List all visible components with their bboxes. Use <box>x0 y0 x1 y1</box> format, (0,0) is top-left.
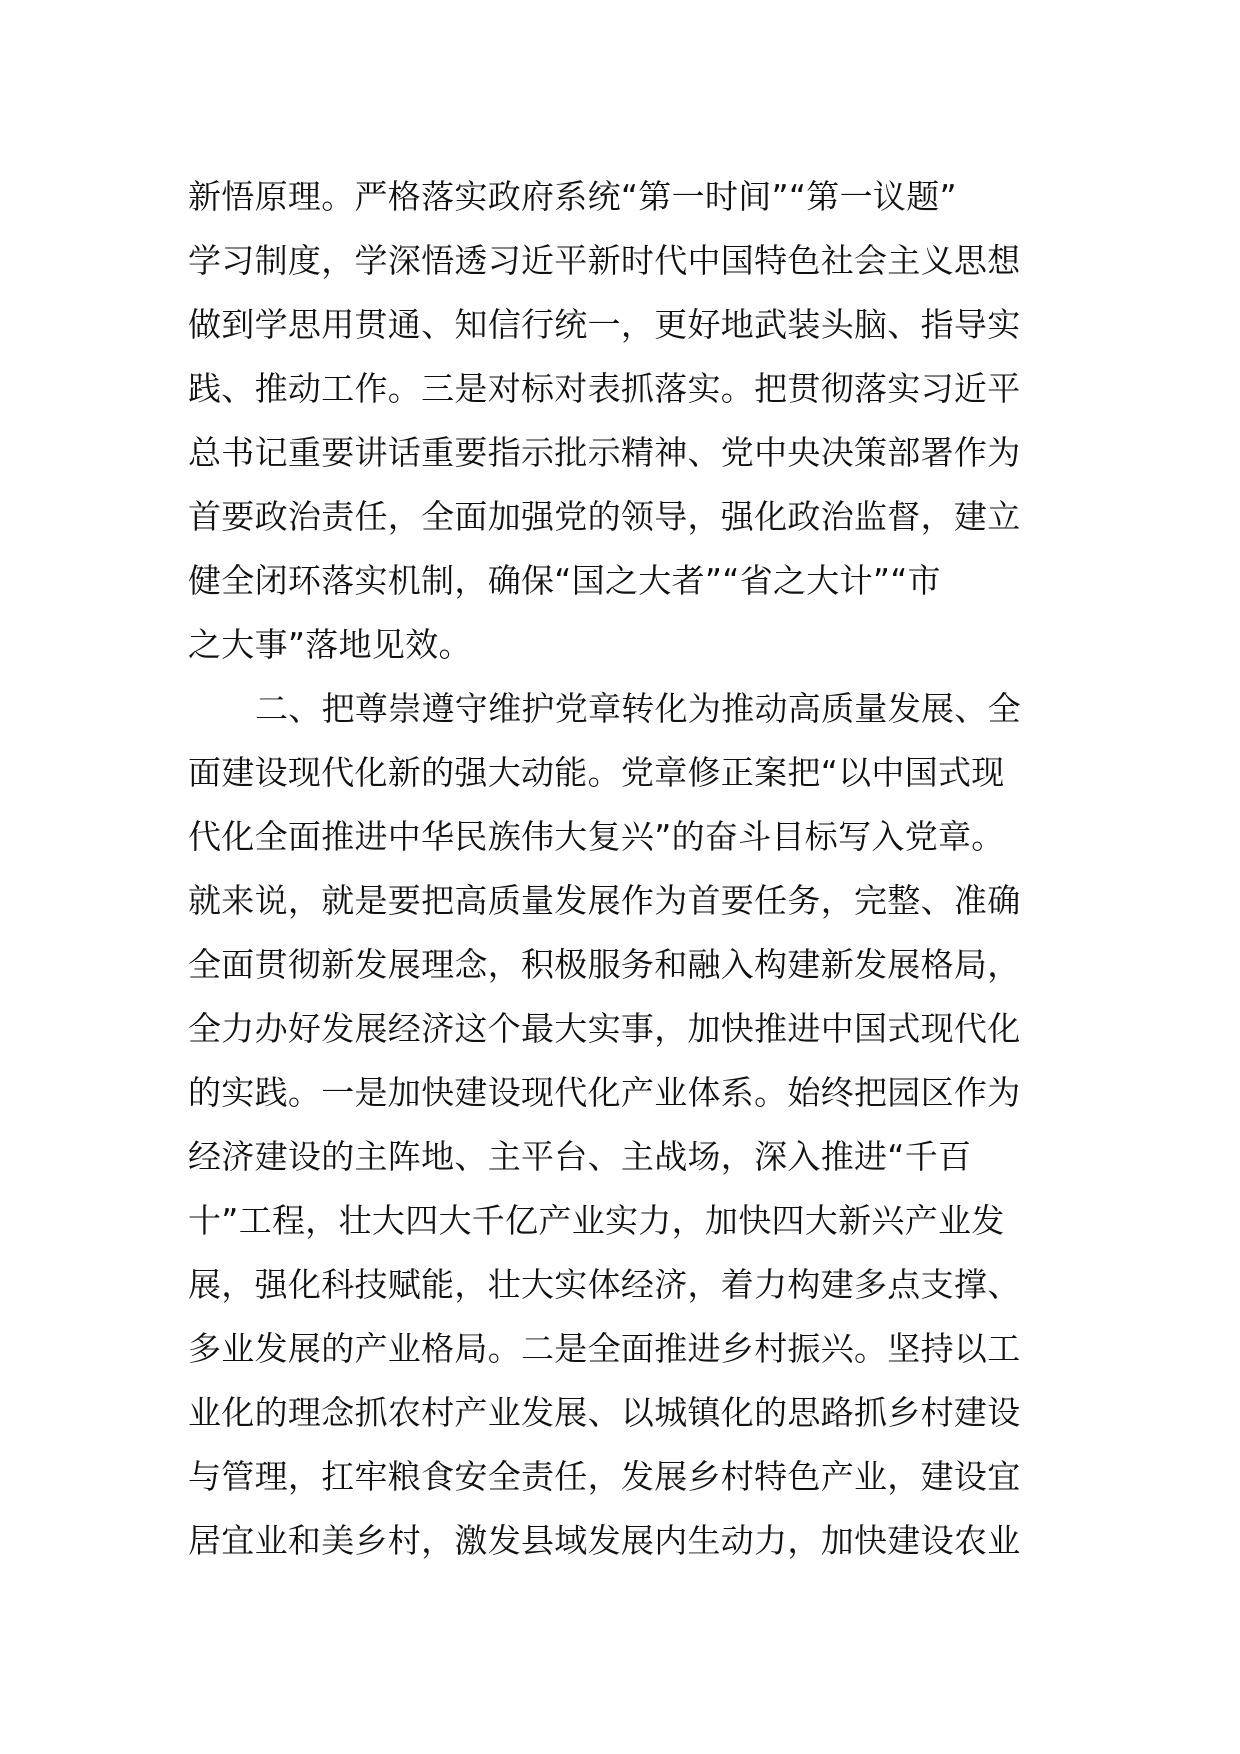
text-line: 之大事”落地见效。 <box>188 625 472 664</box>
text-line: 展，强化科技赋能，壮大实体经济，着力构建多点支撑、 <box>188 1265 1021 1304</box>
text-line: 业化的理念抓农村产业发展、以城镇化的思路抓乡村建设 <box>188 1393 1021 1432</box>
text-line: 十”工程，壮大四大千亿产业实力，加快四大新兴产业发 <box>188 1201 1005 1240</box>
text-line: 多业发展的产业格局。二是全面推进乡村振兴。坚持以工 <box>188 1329 1021 1368</box>
text-line: 就来说，就是要把高质量发展作为首要任务，完整、准确 <box>188 881 1021 920</box>
text-line: 全面贯彻新发展理念，积极服务和融入构建新发展格局， <box>188 945 1021 984</box>
text-line: 的实践。一是加快建设现代化产业体系。始终把园区作为 <box>188 1073 1021 1112</box>
text-line: 践、推动工作。三是对标对表抓落实。把贯彻落实习近平 <box>188 369 1021 408</box>
text-line: 代化全面推进中华民族伟大复兴”的奋斗目标写入党章。 <box>188 817 1005 856</box>
text-line: 面建设现代化新的强大动能。党章修正案把“以中国式现 <box>188 753 1005 792</box>
text-line: 居宜业和美乡村，激发县域发展内生动力，加快建设农业 <box>188 1521 1021 1560</box>
text-line: 与管理，扛牢粮食安全责任，发展乡村特色产业，建设宜 <box>188 1457 1021 1496</box>
text-line: 做到学思用贯通、知信行统一，更好地武装头脑、指导实 <box>188 305 1021 344</box>
text-line: 学习制度，学深悟透习近平新时代中国特色社会主义思想 <box>188 241 1021 280</box>
paragraph-first-line: 二、把尊崇遵守维护党章转化为推动高质量发展、全 <box>255 689 1021 728</box>
text-line: 首要政治责任，全面加强党的领导，强化政治监督，建立 <box>188 497 1021 536</box>
text-line: 新悟原理。严格落实政府系统“第一时间”“第一议题” <box>188 177 957 216</box>
text-line: 健全闭环落实机制，确保“国之大者”“省之大计”“市 <box>188 561 941 600</box>
text-line: 全力办好发展经济这个最大实事，加快推进中国式现代化 <box>188 1009 1021 1048</box>
text-line: 经济建设的主阵地、主平台、主战场，深入推进“千百 <box>188 1137 972 1176</box>
text-line: 总书记重要讲话重要指示批示精神、党中央决策部署作为 <box>188 433 1021 472</box>
